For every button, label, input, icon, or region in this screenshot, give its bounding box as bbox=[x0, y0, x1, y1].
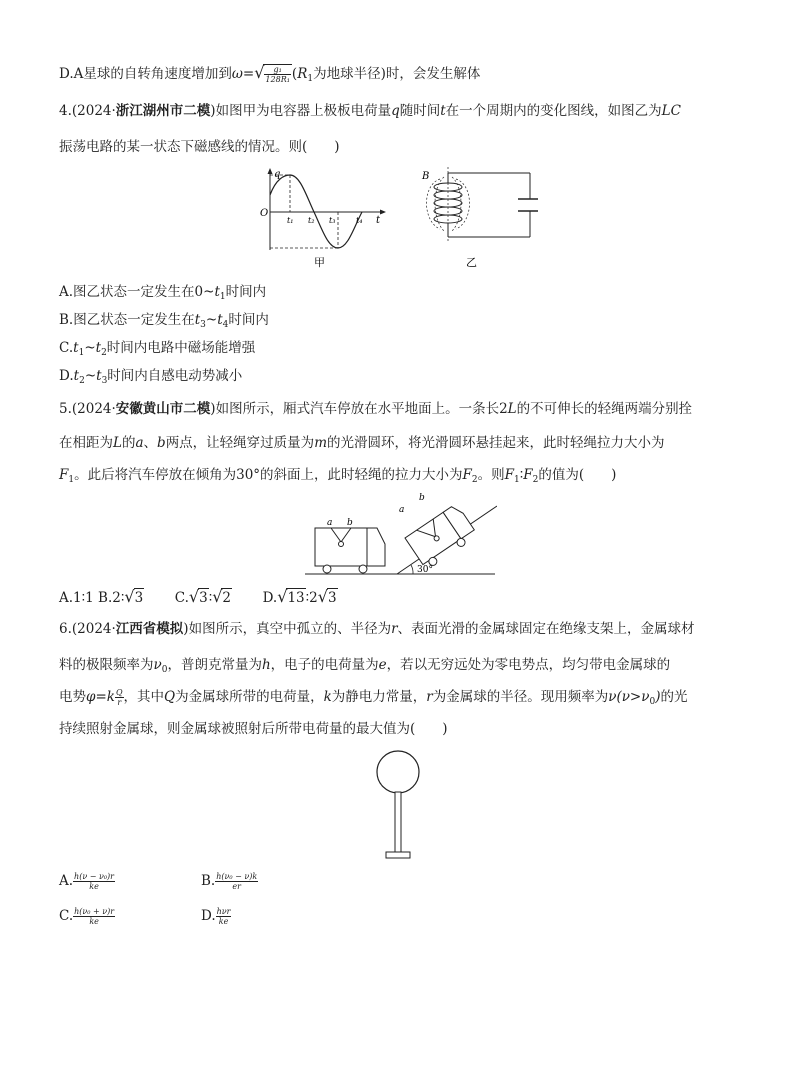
var-b: b bbox=[157, 435, 166, 451]
option-b bbox=[98, 587, 144, 606]
question-text: 两点，让轻绳穿过质量为 bbox=[165, 435, 315, 451]
q5-line1 bbox=[59, 400, 692, 418]
q6-line2 bbox=[59, 656, 670, 679]
var-q: Q bbox=[164, 689, 176, 705]
nu-condition: ν(ν>ν bbox=[608, 689, 650, 705]
subscript: 1 bbox=[219, 292, 226, 302]
q6-option-b bbox=[201, 872, 258, 891]
radical-sign: √ bbox=[317, 587, 328, 606]
question-text: 的 bbox=[121, 435, 136, 451]
tilde: ~ bbox=[84, 340, 96, 356]
question-number: 5.(2024· bbox=[59, 401, 116, 417]
option-text: D.A星球的自转角速度增加到 bbox=[59, 66, 232, 82]
label-b: B bbox=[422, 171, 430, 182]
q6-line4 bbox=[59, 720, 448, 738]
var-l: L bbox=[113, 435, 122, 451]
fraction bbox=[115, 688, 124, 707]
option-a: A.1∶1 bbox=[59, 590, 94, 606]
label-b-incline: b bbox=[419, 493, 425, 503]
question-text: 持续照射金属球，则金属球被照射后所带电荷量的最大值为( ) bbox=[59, 721, 448, 737]
frac-den: ke bbox=[89, 882, 99, 891]
var-r: r bbox=[391, 621, 398, 637]
radical-sign: √ bbox=[188, 587, 200, 606]
option-text: A.图乙状态一定发生在0~ bbox=[59, 284, 215, 300]
frac-num: hνr bbox=[216, 907, 231, 916]
truck-incline bbox=[405, 503, 478, 570]
var-t: t bbox=[96, 368, 102, 384]
subscript: 0 bbox=[649, 697, 656, 707]
frac-num: Q bbox=[115, 688, 123, 697]
label-a-incline: a bbox=[399, 505, 405, 515]
question-text: 为金属球所带的电荷量， bbox=[175, 689, 324, 705]
q4-option-a bbox=[59, 283, 266, 306]
option-d bbox=[262, 587, 338, 606]
label-b-level: b bbox=[347, 518, 353, 528]
ratio-sep: ∶ bbox=[519, 467, 524, 483]
truck-level bbox=[315, 528, 385, 573]
option-label: B. bbox=[201, 873, 216, 889]
var-f: F bbox=[59, 467, 69, 483]
q4-option-c bbox=[59, 339, 255, 362]
frac-den: 128R₁ bbox=[265, 75, 290, 84]
label-t: t bbox=[376, 215, 381, 226]
option-label: D. bbox=[59, 368, 74, 384]
q5-line2 bbox=[59, 434, 665, 452]
sqrt-content bbox=[263, 64, 292, 84]
subscript: 2 bbox=[471, 475, 478, 485]
q6-option-d bbox=[201, 907, 231, 926]
option-label: C. bbox=[59, 340, 74, 356]
x-axis-arrow bbox=[380, 210, 386, 215]
option-text: B.图乙状态一定发生在 bbox=[59, 312, 195, 328]
caption-yi: 乙 bbox=[466, 256, 477, 269]
option-c-label: C. bbox=[174, 590, 189, 606]
ratio-sep: ∶ bbox=[208, 590, 213, 606]
var-l: L bbox=[507, 401, 517, 417]
radical-sign: √ bbox=[277, 587, 288, 606]
nu-condition-end: ) bbox=[655, 689, 661, 705]
question-text: 料的极限频率为 bbox=[59, 657, 154, 673]
option-text-end: 时间内自感电动势减小 bbox=[107, 368, 243, 384]
var-q: q bbox=[391, 103, 400, 119]
subscript: 1 bbox=[514, 475, 520, 485]
label-t1: t₁ bbox=[287, 216, 294, 225]
tilde: ~ bbox=[84, 368, 97, 384]
option-text-end: 为地球半径)时，会发生解体 bbox=[313, 66, 481, 82]
var-m: m bbox=[314, 435, 327, 451]
frac-den: er bbox=[232, 882, 241, 891]
stand-base bbox=[386, 852, 410, 858]
option-text-end: 时间内电路中磁场能增强 bbox=[106, 340, 256, 356]
fraction bbox=[216, 907, 232, 926]
frac-num: h(ν − ν₀)r bbox=[74, 872, 114, 881]
subscript: 1 bbox=[68, 475, 75, 485]
figure-metal-sphere bbox=[370, 748, 426, 864]
subscript: 2 bbox=[79, 376, 85, 386]
ratio-sep: ∶2 bbox=[305, 590, 318, 606]
q6-option-a bbox=[59, 872, 115, 891]
option-label: C. bbox=[59, 908, 74, 924]
question-text: )如图甲为电容器上极板电荷量 bbox=[210, 103, 392, 119]
radical-sign: √ bbox=[212, 587, 223, 606]
var-t: t bbox=[194, 312, 201, 328]
fraction bbox=[73, 907, 115, 926]
figure-truck-incline bbox=[305, 488, 497, 580]
label-t2: t₂ bbox=[308, 216, 315, 225]
sqrt-content: 3 bbox=[134, 590, 144, 606]
question-text: 的光滑圆环，将光滑圆环悬挂起来，此时轻绳拉力大小为 bbox=[327, 435, 665, 451]
frac-den: ke bbox=[218, 917, 229, 926]
angle-arc bbox=[411, 565, 413, 574]
question-text: ，其中 bbox=[123, 689, 165, 705]
question-text: ，电子的电荷量为 bbox=[270, 657, 379, 673]
q4-option-d bbox=[59, 367, 242, 390]
label-t4: t₄ bbox=[356, 216, 363, 225]
q6-option-c bbox=[59, 907, 115, 926]
var-f: F bbox=[462, 467, 472, 483]
var-a: a bbox=[135, 435, 144, 451]
y-axis-arrow bbox=[268, 168, 273, 174]
omega-symbol: ω= bbox=[231, 66, 255, 82]
question-text: 为静电力常量， bbox=[331, 689, 427, 705]
insulating-rod bbox=[395, 792, 401, 854]
var-t: t bbox=[440, 103, 446, 119]
option-label: D. bbox=[201, 908, 216, 924]
fraction bbox=[215, 872, 258, 891]
figure-jia-graph bbox=[258, 165, 393, 270]
label-q: q bbox=[274, 169, 281, 180]
question-source: 安徽黄山市二模 bbox=[115, 401, 211, 417]
question-text: 。则 bbox=[477, 467, 505, 483]
var-t: t bbox=[73, 368, 80, 384]
q4-line1 bbox=[59, 102, 681, 120]
label-angle: 30° bbox=[417, 565, 433, 575]
subscript: 0 bbox=[161, 665, 168, 675]
var-t: t bbox=[217, 312, 223, 328]
var-k: k bbox=[323, 689, 332, 705]
question-text: 在一个周期内的变化图线，如图乙为 bbox=[445, 103, 662, 119]
subscript: 3 bbox=[200, 320, 206, 330]
subscript: 2 bbox=[532, 475, 539, 485]
question-source: 江西省模拟 bbox=[115, 621, 184, 637]
q4-line2 bbox=[59, 138, 340, 156]
var-t: t bbox=[214, 284, 220, 300]
var-e: e bbox=[378, 657, 387, 673]
label-a-level: a bbox=[327, 518, 333, 528]
question-text: ，普朗克常量为 bbox=[167, 657, 262, 673]
question-text: ，若以无穷远处为零电势点，均匀带电金属球的 bbox=[386, 657, 671, 673]
label-t3: t₃ bbox=[329, 216, 336, 225]
var-nu: ν bbox=[153, 657, 162, 673]
subscript: 3 bbox=[101, 376, 108, 386]
metal-sphere bbox=[377, 751, 419, 793]
question-text: 、表面光滑的金属球固定在绝缘支架上，金属球材 bbox=[397, 621, 695, 637]
frac-den: r bbox=[117, 698, 122, 707]
question-text: 为金属球的半径。现用频率为 bbox=[432, 689, 609, 705]
question-text: 振荡电路的某一状态下磁感线的情况。则( ) bbox=[59, 139, 340, 155]
var-f: F bbox=[523, 467, 533, 483]
question-text: )如图所示，厢式汽车停放在水平地面上。一条长2 bbox=[210, 401, 508, 417]
sqrt-content: 3 bbox=[199, 590, 208, 606]
subscript: 1 bbox=[307, 74, 314, 84]
var-r: r bbox=[426, 689, 433, 705]
question-number: 4.(2024· bbox=[59, 103, 116, 119]
subscript: 4 bbox=[222, 320, 229, 330]
q6-line3 bbox=[59, 688, 687, 711]
figure-yi-circuit bbox=[418, 165, 538, 270]
sqrt-content: 13 bbox=[287, 590, 305, 606]
separator: 、 bbox=[143, 435, 158, 451]
frac-num: h(ν₀ − ν)k bbox=[216, 872, 258, 881]
radical-sign: √ bbox=[254, 63, 265, 82]
frac-den: ke bbox=[89, 917, 99, 926]
question-text: 的光 bbox=[660, 689, 688, 705]
question-text: 随时间 bbox=[399, 103, 441, 119]
option-b-text: B.2∶ bbox=[98, 590, 125, 606]
frac-num: h(ν₀ + ν)r bbox=[74, 907, 115, 916]
fraction bbox=[264, 65, 291, 84]
fraction bbox=[73, 872, 115, 891]
question-text: )如图所示，真空中孤立的、半径为 bbox=[183, 621, 392, 637]
q5-line3 bbox=[59, 466, 616, 489]
question-number: 6.(2024· bbox=[59, 621, 116, 637]
radical-sign: √ bbox=[124, 587, 135, 606]
option-text-end: 时间内 bbox=[225, 284, 267, 300]
var-h: h bbox=[261, 657, 271, 673]
label-origin: O bbox=[260, 208, 269, 219]
question-source: 浙江湖州市二模 bbox=[115, 103, 211, 119]
question-text: 。此后将汽车停放在倾角为30°的斜面上，此时轻绳的拉力大小为 bbox=[74, 467, 463, 483]
option-label: A. bbox=[59, 873, 74, 889]
phi-formula: φ=k bbox=[86, 689, 115, 705]
q5-options bbox=[59, 588, 338, 607]
subscript: 2 bbox=[101, 348, 107, 358]
question-text: 电势 bbox=[59, 689, 86, 705]
option-text-end: 时间内 bbox=[228, 312, 269, 328]
q4-option-b bbox=[59, 311, 269, 334]
var-t: t bbox=[73, 340, 79, 356]
prev-option-d bbox=[59, 64, 480, 88]
question-text: 的不可伸长的轻绳两端分别拴 bbox=[516, 401, 693, 417]
paren: ( bbox=[291, 66, 298, 82]
frac-num: g₁ bbox=[264, 65, 291, 75]
var-f: F bbox=[504, 467, 515, 483]
caption-jia: 甲 bbox=[314, 256, 325, 269]
question-text: 的值为( ) bbox=[538, 467, 617, 483]
question-text: 在相距为 bbox=[59, 435, 113, 451]
var-t: t bbox=[95, 340, 102, 356]
sqrt-content: 3 bbox=[327, 590, 337, 606]
tilde: ~ bbox=[205, 312, 218, 328]
option-c bbox=[174, 587, 232, 606]
var-lc: LC bbox=[661, 103, 681, 119]
sqrt-content: 2 bbox=[222, 590, 231, 606]
option-d-label: D. bbox=[262, 590, 278, 606]
q6-line1 bbox=[59, 620, 695, 638]
subscript: 1 bbox=[78, 348, 85, 358]
radius-symbol: R bbox=[297, 66, 308, 82]
